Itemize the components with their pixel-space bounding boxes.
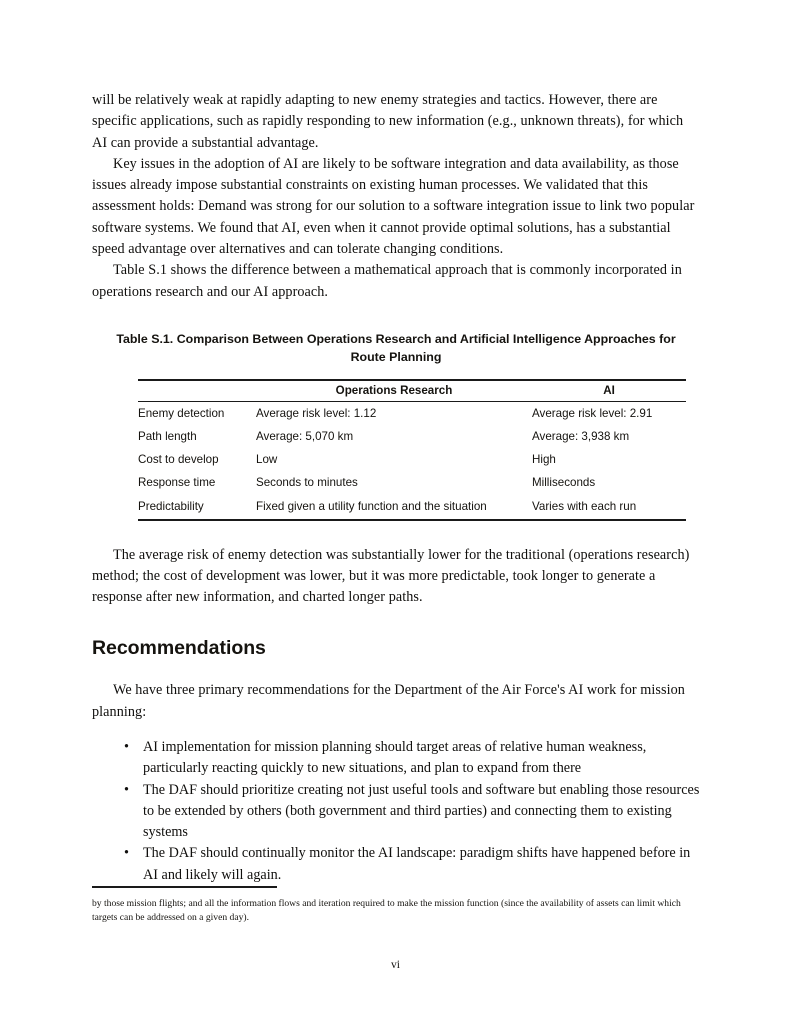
- list-item-text: The DAF should continually monitor the AI landscape: paradigm shifts have happened before in AI and likely will again.: [143, 845, 691, 883]
- page-content: [92, 90, 700, 886]
- spacer: [92, 521, 700, 545]
- footnote-text: by those mission flights; and all the information flows and iteration required to make the mission function (since the availability of assets can limit which targets can be addressed on a given day).: [92, 897, 681, 923]
- list-item-text: AI implementation for mission planning should target areas of relative human weakness, particularly reacting quickly to new situations, and plan to expand from there: [143, 738, 647, 777]
- table-header-cell-rowlabel: [138, 380, 256, 402]
- table-row: [138, 402, 686, 426]
- table-cell-metric: Response time: [138, 476, 216, 490]
- table-cell-ai: Average risk level: 2.91: [532, 406, 653, 420]
- table-row: [138, 495, 686, 520]
- recommendations-list: [92, 737, 700, 886]
- table-caption: Table S.1. Comparison Between Operations Research and Artificial Intelligence Approaches for Route Planning: [116, 331, 676, 364]
- table-cell-operations-research: Low: [256, 453, 278, 467]
- comparison-table: [138, 379, 686, 520]
- table-cell-metric: Cost to develop: [138, 453, 219, 467]
- spacer: [92, 723, 700, 737]
- table-header-cell-operations-research: Operations Research: [256, 380, 532, 402]
- list-item-text: The DAF should prioritize creating not just useful tools and software but enabling those resources to be extended by others (both government and third parties) and connecting them to existing systems: [143, 781, 700, 841]
- footnote-area: [92, 886, 700, 925]
- table-cell-metric: Path length: [138, 429, 197, 443]
- table-cell-operations-research: Average risk level: 1.12: [256, 406, 377, 420]
- table-header: [138, 380, 686, 402]
- list-item: [92, 737, 700, 780]
- table-cell-ai: Milliseconds: [532, 476, 596, 490]
- paragraph-results-summary: The average risk of enemy detection was substantially lower for the traditional (operations research) method; the cost of development was lower, but it was more predictable, took longer to generate a response after new information, and charted longer paths.: [92, 546, 690, 606]
- table-cell-metric: Predictability: [138, 495, 256, 520]
- spacer: [92, 366, 700, 379]
- table-cell-operations-research: Fixed given a utility function and the situation: [256, 495, 532, 520]
- table-cell-operations-research: Seconds to minutes: [256, 476, 358, 490]
- table-cell-operations-research: Average: 5,070 km: [256, 429, 354, 443]
- table-header-cell-ai: AI: [532, 380, 686, 402]
- bullet-icon: •: [124, 781, 129, 798]
- spacer: [92, 303, 700, 331]
- table-header-row: [138, 380, 686, 402]
- table-cell-ai: High: [532, 453, 556, 467]
- table-cell-ai: Varies with each run: [532, 495, 686, 520]
- table-cell-ai: Average: 3,938 km: [532, 429, 630, 443]
- spacer: [92, 660, 700, 680]
- bullet-icon: •: [124, 845, 129, 862]
- section-heading-recommendations: Recommendations: [92, 637, 266, 660]
- list-item: [92, 780, 700, 844]
- paragraph-table-intro: Table S.1 shows the difference between a mathematical approach that is commonly incorporated in operations research and our AI approach.: [92, 262, 682, 300]
- table-row: [138, 472, 686, 495]
- table-container: [92, 379, 700, 520]
- list-item: [92, 843, 700, 886]
- paragraph-key-issues: Key issues in the adoption of AI are likely to be software integration and data availability, as those issues already impose substantial constraints on existing human processes. We validated that this assessment holds: Demand was strong for our solution to a software integration issue to link two popular software systems. We found that AI, even when it cannot provide optimal solutions, has a substantial speed advantage over alternatives and can tolerate changing conditions.: [92, 155, 695, 258]
- paragraph-recommendations-intro: We have three primary recommendations for the Department of the Air Force's AI work for mission planning:: [92, 682, 685, 720]
- table-cell-metric: Enemy detection: [138, 406, 225, 420]
- paragraph-continuation: will be relatively weak at rapidly adapting to new enemy strategies and tactics. However, there are specific applications, such as rapidly responding to new information (e.g., unknown threats), for which AI can provide a substantial advantage.: [92, 92, 684, 151]
- table-row: [138, 425, 686, 448]
- table-body: [138, 402, 686, 520]
- spacer: [92, 608, 700, 636]
- bullet-icon: •: [124, 738, 129, 755]
- page-number: vi: [390, 958, 401, 971]
- table-row: [138, 449, 686, 472]
- spacer: [92, 888, 700, 897]
